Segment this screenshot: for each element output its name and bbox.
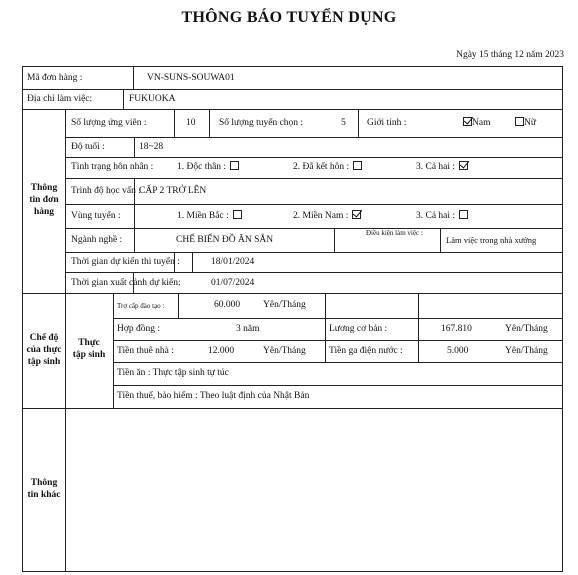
exam-date-label: Thời gian dự kiến thi tuyển : bbox=[71, 257, 180, 267]
gender-male-checkbox[interactable] bbox=[463, 117, 472, 126]
job-label: Ngành nghề : bbox=[71, 235, 123, 245]
region-north[interactable]: 1. Miền Bắc : bbox=[177, 210, 242, 222]
training-allowance-unit: Yên/Tháng bbox=[263, 300, 306, 310]
section-order-info: Thông tin đơn hàng bbox=[29, 183, 59, 217]
rent-label: Tiền thuê nhà : bbox=[117, 346, 174, 356]
section-benefits: Chế độ của thực tập sinh bbox=[26, 333, 62, 367]
gender-female-checkbox[interactable] bbox=[515, 117, 524, 126]
region-both-checkbox[interactable] bbox=[459, 210, 468, 219]
region-south[interactable]: 2. Miền Nam : bbox=[293, 210, 361, 222]
utilities-label: Tiền ga điện nước : bbox=[329, 346, 403, 356]
recruitment-form bbox=[22, 66, 563, 572]
utilities-unit: Yên/Tháng bbox=[505, 346, 548, 356]
order-code-value: VN-SUNS-SOUWA01 bbox=[147, 73, 235, 83]
basic-salary-label: Lương cơ bản : bbox=[329, 324, 388, 334]
contract-value: 3 năm bbox=[236, 324, 260, 334]
marital-married-checkbox[interactable] bbox=[353, 161, 362, 170]
marital-both-checkbox[interactable] bbox=[459, 161, 468, 170]
marital-label: Tình trạng hôn nhân : bbox=[71, 162, 154, 172]
marital-married[interactable]: 2. Đã kết hôn : bbox=[293, 161, 362, 173]
age-value: 18~28 bbox=[139, 142, 164, 152]
notice-date: Ngày 15 tháng 12 năm 2023 bbox=[456, 50, 564, 60]
region-label: Vùng tuyển : bbox=[71, 211, 121, 221]
order-code-label: Mã đơn hàng : bbox=[27, 73, 83, 83]
rent-unit: Yên/Tháng bbox=[263, 346, 306, 356]
section-other-info: Thông tin khác bbox=[27, 478, 61, 500]
food-cost: Tiền ăn : Thực tập sinh tự túc bbox=[117, 368, 229, 378]
selected-label: Số lượng tuyển chọn : bbox=[219, 118, 304, 128]
tax-insurance: Tiền thuế, bảo hiểm : Theo luật định của Nhật Bản bbox=[117, 391, 310, 401]
departure-date-label: Thời gian xuất cảnh dự kiến: bbox=[71, 278, 181, 288]
region-both[interactable]: 3. Cả hai : bbox=[416, 210, 468, 222]
gender-female[interactable]: Nữ bbox=[511, 117, 536, 129]
gender-label: Giới tính : bbox=[367, 118, 407, 128]
work-condition-label: Điều kiện làm việc : bbox=[366, 229, 423, 237]
job-value: CHẾ BIẾN ĐỒ ĂN SẴN bbox=[176, 235, 274, 245]
exam-date-value: 18/01/2024 bbox=[211, 257, 255, 267]
training-allowance-value: 60.000 bbox=[214, 300, 241, 310]
contract-label: Hợp đồng : bbox=[117, 324, 161, 334]
utilities-value: 5.000 bbox=[447, 346, 469, 356]
region-north-checkbox[interactable] bbox=[233, 210, 242, 219]
training-allowance-label: Trợ cấp đào tạo : bbox=[117, 302, 165, 310]
gender-male[interactable]: Nam bbox=[459, 117, 490, 129]
age-label: Độ tuổi : bbox=[71, 142, 105, 152]
marital-single[interactable]: 1. Độc thân : bbox=[177, 161, 239, 173]
workplace-label: Địa chỉ làm việc: bbox=[27, 94, 93, 104]
education-label: Trình độ học vấn : bbox=[71, 186, 141, 196]
basic-salary-unit: Yên/Tháng bbox=[505, 324, 548, 334]
page-title: THÔNG BÁO TUYỂN DỤNG bbox=[181, 9, 397, 26]
departure-date-value: 01/07/2024 bbox=[211, 278, 255, 288]
workplace-value: FUKUOKA bbox=[129, 94, 176, 104]
marital-single-checkbox[interactable] bbox=[230, 161, 239, 170]
rent-value: 12.000 bbox=[208, 346, 235, 356]
section-intern: Thực tập sinh bbox=[72, 338, 106, 360]
region-south-checkbox[interactable] bbox=[352, 210, 361, 219]
work-condition-value: Làm việc trong nhà xưởng bbox=[446, 235, 537, 245]
candidates-value: 10 bbox=[186, 118, 196, 128]
selected-value: 5 bbox=[341, 118, 346, 128]
education-value: CẤP 2 TRỞ LÊN bbox=[139, 186, 207, 196]
marital-both[interactable]: 3. Cả hai : bbox=[416, 161, 468, 173]
basic-salary-value: 167.810 bbox=[441, 324, 472, 334]
candidates-label: Số lượng ứng viên : bbox=[71, 118, 147, 128]
